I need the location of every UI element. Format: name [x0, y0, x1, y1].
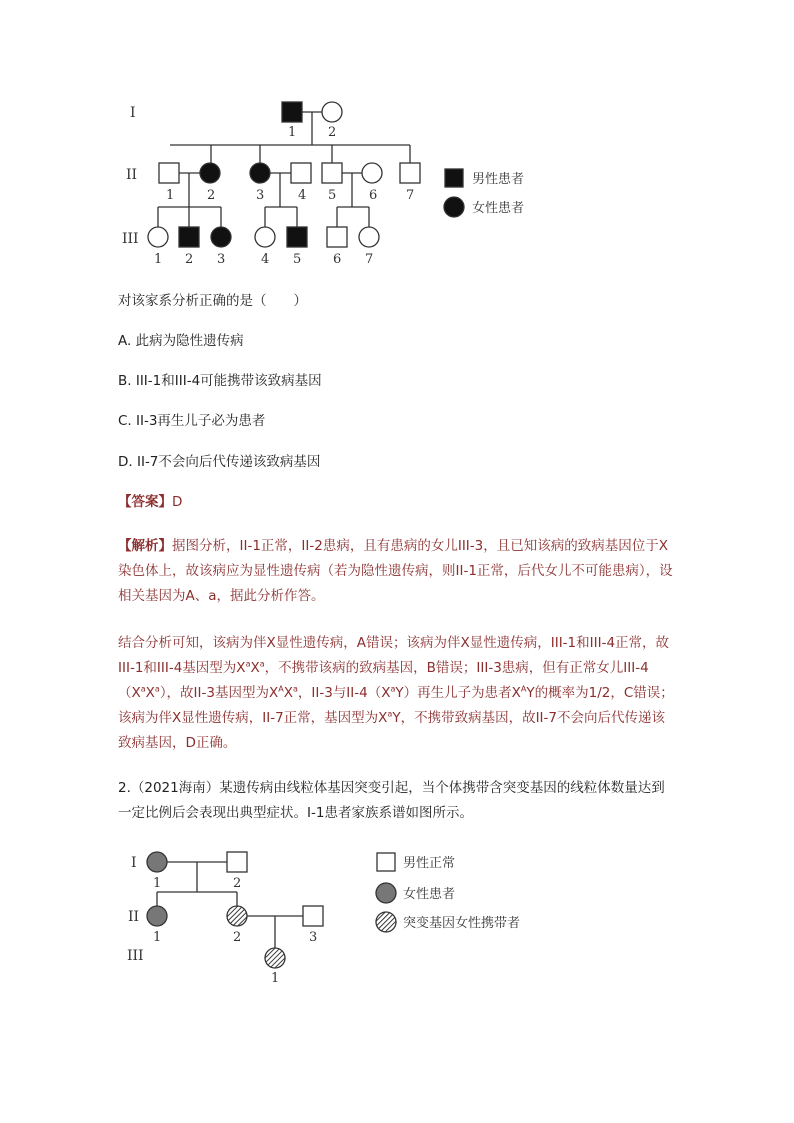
conclusion-text: Y）再生儿子为患者X: [395, 685, 521, 701]
allele-sup: A: [278, 684, 284, 694]
legend-affected-female-icon: [444, 197, 464, 217]
pedigree-chart-2: [125, 845, 555, 985]
legend-normal-male-icon: [377, 853, 395, 871]
normal-male-symbol: [400, 163, 420, 183]
carrier-female-symbol: [227, 906, 247, 926]
answer-value: D: [172, 494, 183, 510]
conclusion-paragraph: 结合分析可知，该病为伴X显性遗传病，A错误；该病为伴X显性遗传病，III-1和III-4正常，故III-1和III-4基因型为$X^aX^a$，不携带该病的致病基因，B错误；III-3患病，但有正常女儿III-$4(X^aX^a)$，故II-3基因型为$X^AX^a$，II-3与$II-4(X^aY)$再生儿子为患者$X^AY$的概率为1/2，C错误；该病为伴X显性遗传病，II-7正常，基因型为$X^aY$，不携带致病基因，故II-7不会向后代传递该致病基因，D正确。: [118, 635, 674, 751]
individual-label: 1: [271, 971, 280, 985]
normal-male-symbol: [159, 163, 179, 183]
individual-label: 1: [153, 876, 162, 891]
conclusion-text: ，不携带该病的致病基因，B错误；III-3患病，但有正常女儿III-4（X: [118, 660, 649, 701]
normal-male-symbol: [327, 227, 347, 247]
answer-line: [118, 492, 182, 512]
allele-sup: A: [520, 684, 527, 694]
normal-male-symbol: [322, 163, 342, 183]
affected-male-symbol: [282, 102, 302, 122]
question2-stem: 2.（2021海南）某遗传病由线粒体基因突变引起，当个体携带含突变基因的线粒体数量达到一定比例后会表现出典型症状。Ⅰ-1患者家族系谱如图所示。: [118, 780, 665, 821]
individual-label: 2: [233, 930, 242, 945]
conclusion-text: Y，不携带致病基因，故II-7不会向后代传递该致病基因，D正确。: [118, 710, 665, 751]
individual-label: 1: [166, 188, 175, 203]
allele-sup: a: [154, 684, 160, 694]
question-stem: 对该家系分析正确的是（ ）: [118, 293, 307, 309]
analysis-text: 据图分析，II-1正常，II-2患病，且有患病的女儿III-3，且已知该病的致病基因位于X染色体上，故该病应为显性遗传病（若为隐性遗传病，则II-1正常，后代女儿不可能患病），设相关基因为A、a，据此分析作答。: [118, 538, 673, 604]
affected-male-symbol: [179, 227, 199, 247]
legend-label: 男性正常: [403, 856, 456, 871]
analysis-label: 【解析】: [118, 538, 172, 554]
legend-carrier-female-icon: [376, 912, 396, 932]
pedigree-chart-1: [110, 95, 550, 265]
legend-affected-male-icon: [445, 169, 463, 187]
individual-label: 1: [154, 252, 163, 265]
individual-label: 5: [328, 188, 337, 203]
answer-label: 【答案】: [118, 494, 172, 510]
normal-male-symbol: [291, 163, 311, 183]
allele-sup: a: [140, 684, 146, 694]
individual-label: 3: [309, 930, 318, 945]
individual-label: 5: [293, 252, 302, 265]
legend-label: 突变基因女性携带者: [403, 916, 521, 931]
affected-female-symbol: [211, 227, 231, 247]
carrier-female-symbol: [265, 948, 285, 968]
normal-male-symbol: [227, 852, 247, 872]
affected-female-symbol: [147, 906, 167, 926]
conclusion-text: Y的概率为1/2，C错误；该病为伴X显性遗传病，II-7正常，基因型为X: [118, 685, 674, 726]
analysis-paragraph: [118, 534, 678, 609]
individual-label: 4: [261, 252, 270, 265]
individual-label: 2: [185, 252, 194, 265]
gen-label: II: [128, 909, 140, 925]
normal-female-symbol: [359, 227, 379, 247]
individual-label: 3: [217, 252, 226, 265]
conclusion-text: 结合分析可知，该病为伴X显性遗传病，A错误；该病为伴X显性遗传病，III-1和III-4正常，故III-1和III-4基因型为X: [118, 635, 670, 676]
allele-sup: a: [387, 709, 393, 719]
allele-sup: a: [259, 659, 265, 669]
allele-sup: a: [292, 684, 298, 694]
normal-female-symbol: [322, 102, 342, 122]
legend-label: 女性患者: [472, 201, 525, 216]
affected-female-symbol: [147, 852, 167, 872]
individual-label: 1: [153, 930, 162, 945]
gen-label: I: [130, 105, 136, 121]
individual-label: 6: [333, 252, 342, 265]
option-d: D. II-7不会向后代传递该致病基因: [118, 454, 321, 470]
individual-label: 1: [288, 125, 297, 140]
individual-label: 7: [365, 252, 374, 265]
gen-label: II: [126, 167, 138, 183]
gen-label: I: [131, 855, 137, 871]
affected-female-symbol: [200, 163, 220, 183]
gen-label: III: [127, 948, 144, 964]
affected-female-symbol: [250, 163, 270, 183]
legend-label: 女性患者: [403, 887, 456, 902]
affected-male-symbol: [287, 227, 307, 247]
option-c: C. II-3再生儿子必为患者: [118, 413, 266, 429]
individual-label: 6: [369, 188, 378, 203]
conclusion-text: ，II-3与II-4（X: [297, 685, 391, 701]
individual-label: 7: [406, 188, 415, 203]
conclusion-text: ），故II-3基因型为X: [159, 685, 279, 701]
individual-label: 4: [298, 188, 307, 203]
individual-label: 3: [256, 188, 265, 203]
individual-label: 2: [328, 125, 337, 140]
normal-female-symbol: [255, 227, 275, 247]
option-a: A. 此病为隐性遗传病: [118, 333, 244, 349]
individual-label: 2: [207, 188, 216, 203]
allele-sup: a: [390, 684, 396, 694]
legend-label: 男性患者: [472, 172, 525, 187]
individual-label: 2: [233, 876, 242, 891]
normal-female-symbol: [362, 163, 382, 183]
legend-affected-female-icon: [376, 883, 396, 903]
allele-sup: a: [245, 659, 251, 669]
normal-male-symbol: [303, 906, 323, 926]
option-b: B. III-1和III-4可能携带该致病基因: [118, 373, 322, 389]
normal-female-symbol: [148, 227, 168, 247]
gen-label: III: [122, 231, 139, 247]
